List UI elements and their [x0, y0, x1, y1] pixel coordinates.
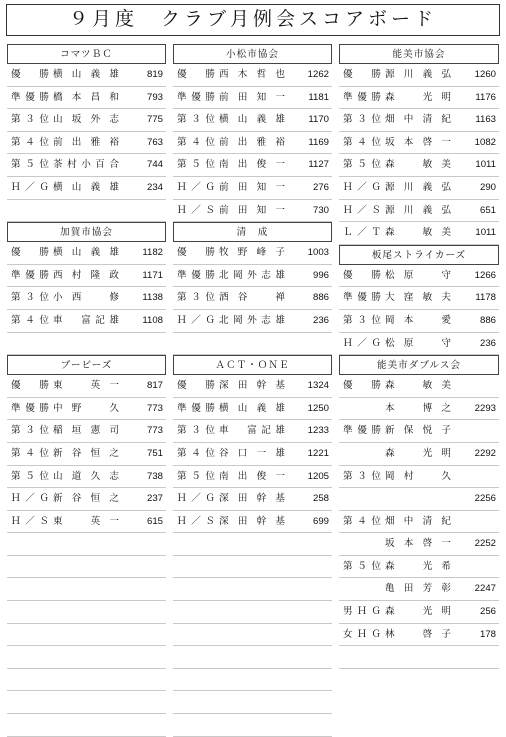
player-name: 森 光希: [385, 560, 451, 572]
player-name: 森 光明: [385, 606, 451, 618]
score-value: 1176: [475, 91, 496, 103]
rank-label: Ｈ／Ｇ: [177, 493, 215, 505]
rank-label: 優 勝: [177, 69, 215, 80]
score-row: [7, 333, 166, 356]
club-header: 能美市協会: [339, 44, 499, 64]
score-value: 751: [146, 447, 163, 459]
score-row: [7, 511, 166, 534]
player-name: 大窪敏夫: [385, 292, 451, 304]
score-value: 1108: [142, 314, 163, 326]
rank-label: Ｈ／Ｇ: [11, 493, 49, 505]
score-value: 2247: [474, 583, 496, 595]
score-row: [339, 578, 499, 601]
score-row: [7, 287, 166, 310]
column-right: [339, 44, 499, 669]
score-value: 1221: [307, 447, 329, 459]
rank-label: 第５位: [343, 159, 381, 171]
score-value: 1205: [307, 470, 329, 482]
club-header: コマツＢＣ: [7, 44, 166, 64]
club-header: ブービーズ: [7, 355, 166, 375]
score-row: [173, 177, 332, 200]
score-row: [7, 533, 166, 556]
rank-label: 準優勝: [11, 402, 49, 414]
score-row: [173, 466, 332, 489]
rank-label: Ｈ／Ｇ: [11, 181, 49, 193]
rank-label: 優 勝: [11, 69, 49, 80]
score-value: 236: [479, 337, 496, 349]
player-name: 前田知一: [219, 204, 285, 216]
rank-label: 第３位: [11, 425, 49, 437]
player-name: 森 光明: [385, 91, 451, 103]
player-name: 本 博之: [385, 402, 451, 414]
rank-label: 準優勝: [177, 269, 215, 281]
rank-label: 第３位: [11, 292, 49, 304]
rank-label: 優 勝: [343, 69, 381, 80]
score-row: [7, 646, 166, 669]
score-value: 773: [146, 402, 163, 414]
score-row: [173, 87, 332, 110]
score-row: [339, 87, 499, 110]
score-row: [173, 154, 332, 177]
column-middle: [173, 44, 332, 737]
rank-label: Ｌ／Ｔ: [343, 227, 381, 239]
score-value: 1003: [307, 247, 329, 259]
player-name: 前出雅裕: [219, 136, 285, 148]
score-row: [7, 242, 166, 265]
score-value: 256: [479, 606, 496, 618]
score-value: 1011: [475, 227, 496, 239]
score-row: [339, 398, 499, 421]
score-value: 1181: [308, 91, 329, 103]
player-name: 山道久志: [53, 470, 119, 482]
score-value: 738: [146, 470, 163, 482]
score-row: [173, 64, 332, 87]
score-row: [7, 691, 166, 714]
score-row: [173, 287, 332, 310]
club-header: 能美市ダブルス会: [339, 355, 499, 375]
score-value: 1011: [475, 159, 496, 171]
player-name: 岡本 愛: [385, 314, 451, 326]
score-row: [339, 556, 499, 579]
player-name: 橋本昌和: [53, 91, 119, 103]
rank-label: 第３位: [11, 114, 49, 126]
score-value: 1182: [142, 247, 163, 259]
club-header: ＡＣＴ・ＯＮＥ: [173, 355, 332, 375]
score-value: 1171: [142, 269, 163, 281]
player-name: 森 敏美: [385, 227, 451, 239]
club-header: 小松市協会: [173, 44, 332, 64]
score-value: 237: [146, 493, 163, 505]
player-name: 森 敏美: [385, 380, 451, 392]
score-row: [7, 154, 166, 177]
score-value: 651: [479, 204, 496, 216]
score-row: [173, 556, 332, 579]
score-row: [7, 132, 166, 155]
player-name: 中野 久: [53, 402, 119, 414]
player-name: 亀田芳彰: [385, 583, 451, 595]
player-name: 北岡外志雄: [219, 269, 285, 281]
rank-label: 男ＨＧ: [343, 606, 381, 618]
rank-label: Ｈ／Ｓ: [177, 515, 215, 527]
score-row: [173, 443, 332, 466]
player-name: 新谷恒之: [53, 447, 119, 459]
rank-label: 第４位: [11, 136, 49, 148]
score-value: 817: [146, 380, 163, 392]
score-value: 886: [312, 292, 329, 304]
score-row: [7, 624, 166, 647]
score-value: 2256: [474, 493, 496, 505]
score-row: [339, 310, 499, 333]
rank-label: 第５位: [177, 159, 215, 171]
rank-label: 準優勝: [177, 91, 215, 103]
player-name: 林 啓子: [385, 628, 451, 640]
rank-label: Ｈ／Ｓ: [177, 204, 215, 216]
score-row: [173, 109, 332, 132]
score-value: 775: [146, 114, 163, 126]
player-name: 岡村 久: [385, 470, 451, 482]
rank-label: 優 勝: [177, 380, 215, 392]
player-name: 横山義雄: [53, 69, 119, 80]
score-value: 773: [146, 425, 163, 437]
rank-label: 優 勝: [177, 247, 215, 259]
score-value: 2252: [474, 538, 496, 550]
player-name: 西木哲也: [219, 69, 285, 80]
player-name: 東 英一: [53, 515, 119, 527]
score-row: [7, 200, 166, 223]
score-row: [173, 265, 332, 288]
score-row: [7, 87, 166, 110]
score-value: 1324: [307, 380, 329, 392]
rank-label: 女ＨＧ: [343, 628, 381, 640]
player-name: 新保悦子: [385, 425, 451, 437]
club-header: 加賀市協会: [7, 222, 166, 242]
score-value: 1262: [307, 69, 329, 80]
player-name: 深田幹基: [219, 515, 285, 527]
rank-label: 第４位: [177, 136, 215, 148]
rank-label: 準優勝: [177, 402, 215, 414]
rank-label: 優 勝: [11, 380, 49, 392]
score-row: [173, 420, 332, 443]
score-row: [173, 132, 332, 155]
score-value: 1163: [475, 114, 496, 126]
rank-label: 第３位: [343, 470, 381, 482]
rank-label: 第４位: [177, 447, 215, 459]
rank-label: 優 勝: [343, 380, 381, 392]
score-value: 1138: [142, 292, 163, 304]
score-value: 2292: [474, 447, 496, 459]
player-name: 茶村小百合: [53, 159, 119, 171]
player-name: 前田知一: [219, 91, 285, 103]
score-row: [7, 714, 166, 737]
score-row: [339, 333, 499, 356]
rank-label: Ｈ／Ｇ: [343, 337, 381, 349]
player-name: 車 富記雄: [219, 425, 285, 437]
score-row: [7, 109, 166, 132]
rank-label: 第５位: [11, 159, 49, 171]
player-name: 横山義雄: [53, 181, 119, 193]
player-name: 谷口一雄: [219, 447, 285, 459]
score-row: [7, 265, 166, 288]
player-name: 南出俊一: [219, 470, 285, 482]
score-value: 234: [146, 181, 163, 193]
score-row: [7, 578, 166, 601]
player-name: 源川義弘: [385, 204, 451, 216]
score-row: [7, 601, 166, 624]
score-value: 730: [312, 204, 329, 216]
score-row: [339, 265, 499, 288]
score-value: 236: [312, 314, 329, 326]
rank-label: 優 勝: [11, 247, 49, 259]
player-name: 松原 守: [385, 269, 451, 281]
player-name: 畑中清紀: [385, 515, 451, 527]
score-row: [339, 64, 499, 87]
score-row: [339, 624, 499, 647]
score-value: 1250: [307, 402, 329, 414]
score-row: [173, 398, 332, 421]
score-row: [7, 375, 166, 398]
score-row: [7, 443, 166, 466]
rank-label: 第３位: [343, 314, 381, 326]
column-left: [7, 44, 166, 737]
player-name: 東 英一: [53, 380, 119, 392]
score-row: [339, 200, 499, 223]
score-row: [7, 310, 166, 333]
score-row: [339, 132, 499, 155]
rank-label: 準優勝: [11, 269, 49, 281]
player-name: 横山義雄: [219, 114, 285, 126]
score-value: 178: [479, 628, 496, 640]
score-value: 258: [312, 493, 329, 505]
rank-label: Ｈ／Ｓ: [343, 204, 381, 216]
score-row: [7, 488, 166, 511]
player-name: 稲垣憲司: [53, 425, 119, 437]
rank-label: 第４位: [11, 447, 49, 459]
player-name: 畑中清紀: [385, 114, 451, 126]
score-value: 793: [146, 91, 163, 103]
score-value: 886: [479, 314, 496, 326]
score-row: [339, 222, 499, 245]
score-row: [339, 646, 499, 669]
score-row: [339, 533, 499, 556]
score-row: [339, 109, 499, 132]
score-row: [173, 669, 332, 692]
player-name: 深田幹基: [219, 493, 285, 505]
club-header: 清 成: [173, 222, 332, 242]
rank-label: 準優勝: [11, 91, 49, 103]
score-value: 276: [312, 181, 329, 193]
score-value: 615: [146, 515, 163, 527]
score-row: [339, 511, 499, 534]
score-value: 1127: [308, 159, 329, 171]
page-title: ９月度 クラブ月例会スコアボード: [6, 4, 500, 36]
player-name: 前田知一: [219, 181, 285, 193]
player-name: 深田幹基: [219, 380, 285, 392]
score-row: [7, 556, 166, 579]
score-row: [173, 578, 332, 601]
player-name: 源川義弘: [385, 181, 451, 193]
rank-label: 準優勝: [343, 425, 381, 437]
rank-label: Ｈ／Ｇ: [343, 181, 381, 193]
rank-label: 第３位: [177, 292, 215, 304]
rank-label: 第５位: [343, 560, 381, 572]
player-name: 酒谷 禅: [219, 292, 285, 304]
player-name: 前出雅裕: [53, 136, 119, 148]
score-row: [7, 420, 166, 443]
player-name: 坂本啓一: [385, 136, 451, 148]
score-value: 290: [479, 181, 496, 193]
score-row: [339, 177, 499, 200]
rank-label: 第５位: [177, 470, 215, 482]
score-row: [173, 601, 332, 624]
score-row: [173, 533, 332, 556]
player-name: 森 敏美: [385, 159, 451, 171]
score-row: [173, 714, 332, 737]
score-row: [173, 624, 332, 647]
score-row: [173, 646, 332, 669]
score-row: [339, 488, 499, 511]
score-row: [173, 200, 332, 223]
score-row: [173, 691, 332, 714]
score-row: [339, 466, 499, 489]
rank-label: Ｈ／Ｇ: [177, 181, 215, 193]
score-value: 996: [312, 269, 329, 281]
score-value: 819: [146, 69, 163, 80]
score-value: 1233: [307, 425, 329, 437]
rank-label: 第５位: [11, 470, 49, 482]
rank-label: 準優勝: [343, 91, 381, 103]
score-row: [173, 375, 332, 398]
score-value: 2293: [474, 402, 496, 414]
player-name: 坂本啓一: [385, 538, 451, 550]
score-row: [339, 443, 499, 466]
score-value: 744: [146, 159, 163, 171]
score-row: [7, 398, 166, 421]
player-name: 南出俊一: [219, 159, 285, 171]
score-value: 1170: [308, 114, 329, 126]
rank-label: 第４位: [343, 515, 381, 527]
score-row: [339, 420, 499, 443]
rank-label: 第３位: [177, 425, 215, 437]
score-value: 1260: [474, 69, 496, 80]
rank-label: 第４位: [11, 314, 49, 326]
score-row: [7, 177, 166, 200]
player-name: 小西 修: [53, 292, 119, 304]
score-row: [339, 287, 499, 310]
score-row: [7, 669, 166, 692]
player-name: 車 富記雄: [53, 314, 119, 326]
score-value: 1266: [474, 269, 496, 281]
rank-label: Ｈ／Ｓ: [11, 515, 49, 527]
score-row: [7, 466, 166, 489]
player-name: 松原 守: [385, 337, 451, 349]
score-row: [173, 242, 332, 265]
score-row: [7, 64, 166, 87]
club-header: 板尾ストライカーズ: [339, 245, 499, 265]
score-value: 1082: [474, 136, 496, 148]
score-row: [173, 511, 332, 534]
rank-label: 第３位: [177, 114, 215, 126]
player-name: 山坂外志: [53, 114, 119, 126]
score-row: [339, 601, 499, 624]
player-name: 森 光明: [385, 447, 451, 459]
score-row: [339, 154, 499, 177]
rank-label: 第３位: [343, 114, 381, 126]
rank-label: 準優勝: [343, 292, 381, 304]
score-row: [173, 333, 332, 356]
player-name: 横山義雄: [53, 247, 119, 259]
score-value: 1178: [475, 292, 496, 304]
player-name: 新谷恒之: [53, 493, 119, 505]
rank-label: 優 勝: [343, 269, 381, 281]
rank-label: 第４位: [343, 136, 381, 148]
score-value: 763: [146, 136, 163, 148]
score-value: 1169: [308, 136, 329, 148]
player-name: 牧野峰子: [219, 247, 285, 259]
player-name: 西村隆政: [53, 269, 119, 281]
player-name: 横山義雄: [219, 402, 285, 414]
score-row: [173, 310, 332, 333]
score-row: [339, 375, 499, 398]
score-value: 699: [312, 515, 329, 527]
score-row: [173, 488, 332, 511]
rank-label: Ｈ／Ｇ: [177, 314, 215, 326]
player-name: 源川義弘: [385, 69, 451, 80]
player-name: 北岡外志雄: [219, 314, 285, 326]
